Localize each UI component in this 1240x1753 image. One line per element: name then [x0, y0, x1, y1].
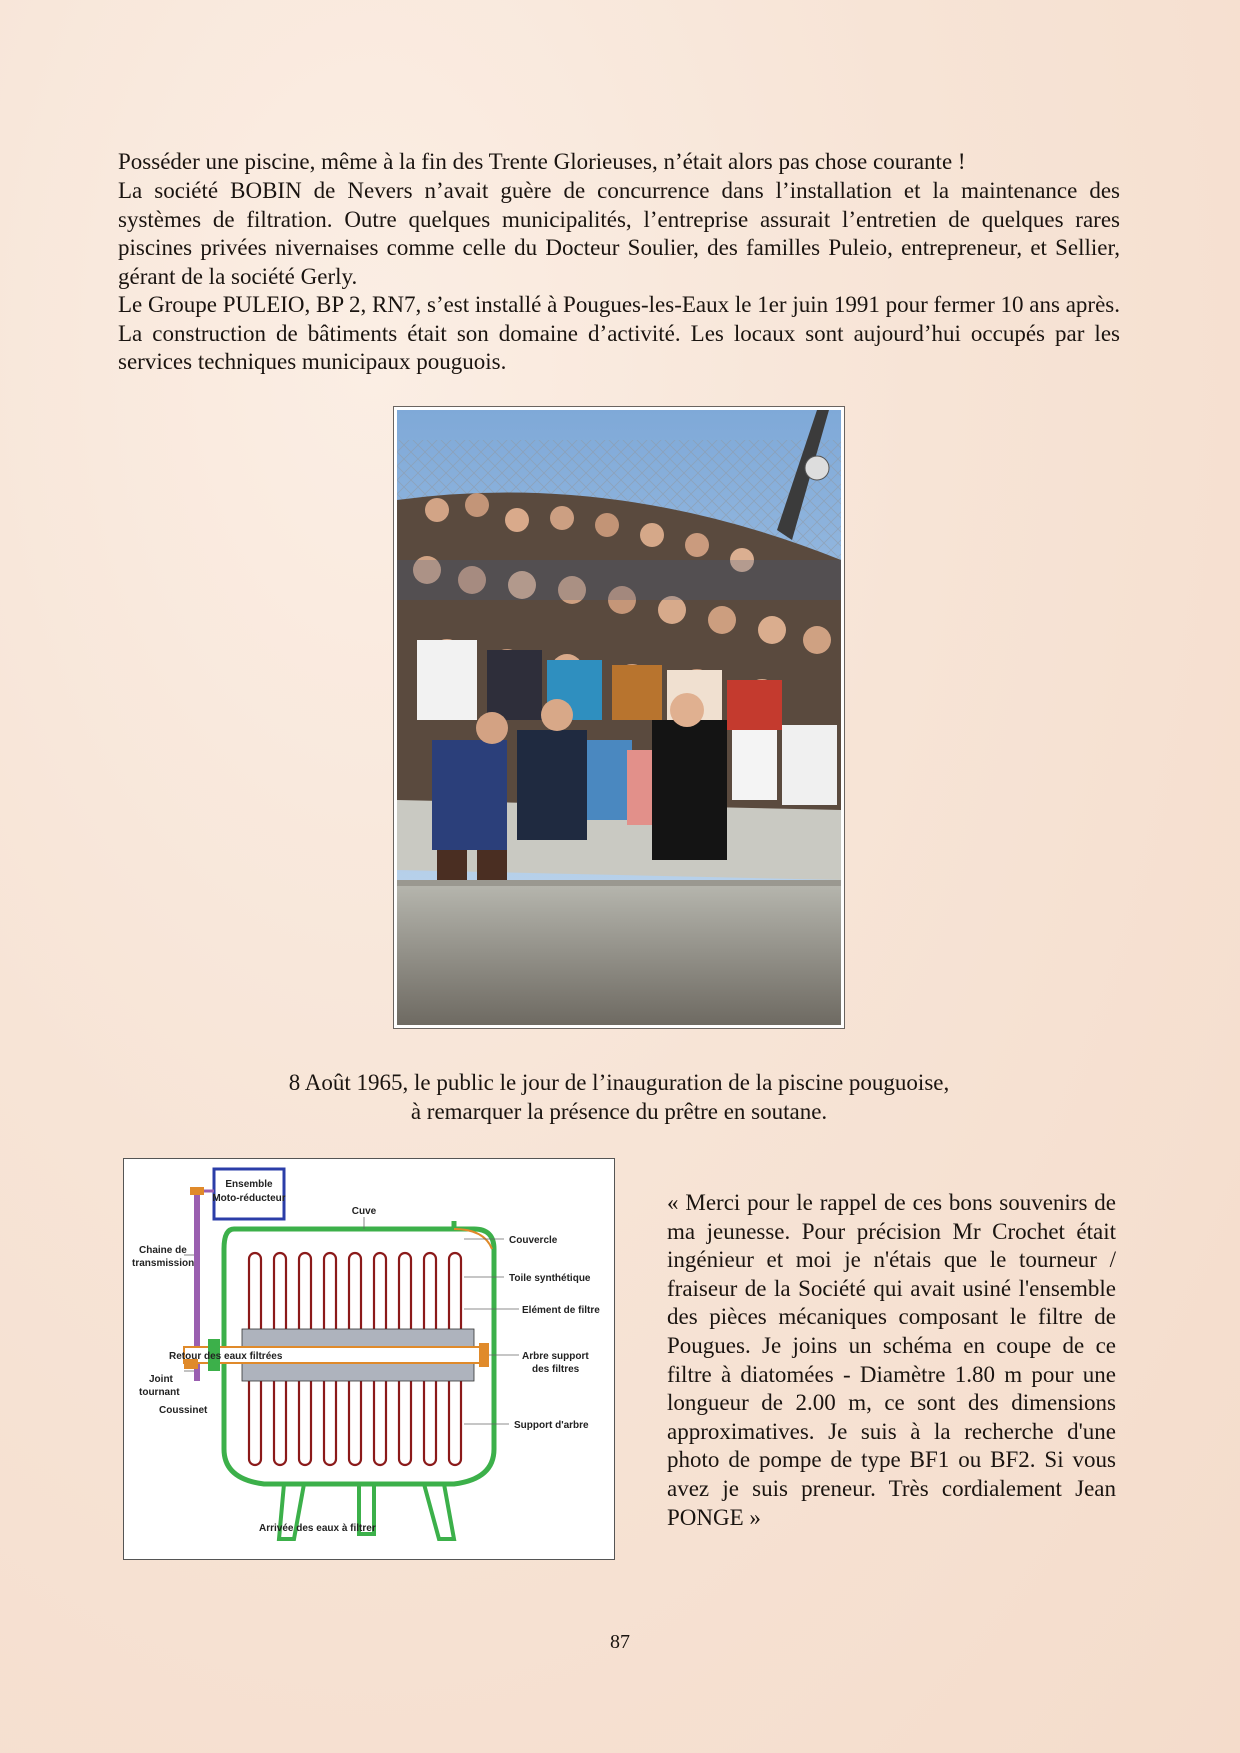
photo-caption-line-1: 8 Août 1965, le public le jour de l’inauguration de la piscine pouguoise,: [288, 1070, 950, 1095]
crowd-photo: [393, 406, 845, 1029]
filter-cross-section: [124, 1159, 614, 1559]
photo-caption-line-2: à remarquer la présence du prêtre en soutane.: [410, 1099, 828, 1124]
label-element: Elément de filtre: [522, 1305, 600, 1316]
label-support: Support d'arbre: [514, 1420, 589, 1431]
label-shaft-1: Arbre support: [522, 1351, 589, 1362]
label-lid: Couvercle: [509, 1235, 558, 1246]
filter-diagram: [123, 1158, 615, 1560]
label-return: Retour des eaux filtrées: [169, 1351, 283, 1362]
paragraph-bobin: La société BOBIN de Nevers n’avait guère de concurrence dans l’installation et la maintenance des systèmes de filtration. Outre quelques municipalités, l’entreprise assurait l’entretien de quelques rares piscines privées nivernaises comme celle du Docteur Soulier, des familles Puleio, entrepreneur, et Sellier, gérant de la société Gerly.: [118, 178, 1120, 289]
label-motor-1: Ensemble: [225, 1179, 273, 1190]
intro-sentence: Posséder une piscine, même à la fin des Trente Glorieuses, n’était alors pas chose courante !: [118, 149, 966, 174]
testimonial-quote: « Merci pour le rappel de ces bons souvenirs de ma jeunesse. Pour précision Mr Crochet était ingénieur et moi je n'étais que le tourneur / fraiseur de la Société qui avait usiné l'ensemble des pièces mécaniques composant le filtre de Pougues. Je joins un schéma en coupe de ce filtre à diatomées - Diamètre 1.80 m pour une longueur de 2.00 m, ce sont des dimensions approximatives. Je suis à la recherche d'une photo de pompe de type BF1 ou BF2. Si vous avez je suis preneur. Très cordialement Jean PONGE »: [667, 1190, 1116, 1530]
page-number: 87: [610, 1631, 630, 1653]
label-cloth: Toile synthétique: [509, 1273, 591, 1284]
label-chain-2: transmission: [132, 1258, 195, 1269]
label-bearing: Coussinet: [159, 1405, 208, 1416]
label-motor-2: Moto-réducteur: [212, 1193, 286, 1204]
label-joint-2: tournant: [139, 1387, 180, 1398]
label-inlet: Arrivée des eaux à filtrer: [259, 1523, 376, 1534]
paragraph-puleio: Le Groupe PULEIO, BP 2, RN7, s’est installé à Pougues-les-Eaux le 1er juin 1991 pour fermer 10 ans après. La construction de bâtiments était son domaine d’activité. Les locaux sont aujourd’hui occupés par les services techniques municipaux pouguois.: [118, 292, 1120, 375]
label-shaft-2: des filtres: [532, 1364, 580, 1375]
label-chain-1: Chaine de: [139, 1245, 187, 1256]
crowd-photo-image: [397, 410, 841, 1025]
label-tank: Cuve: [351, 1206, 377, 1217]
label-joint-1: Joint: [149, 1374, 173, 1385]
